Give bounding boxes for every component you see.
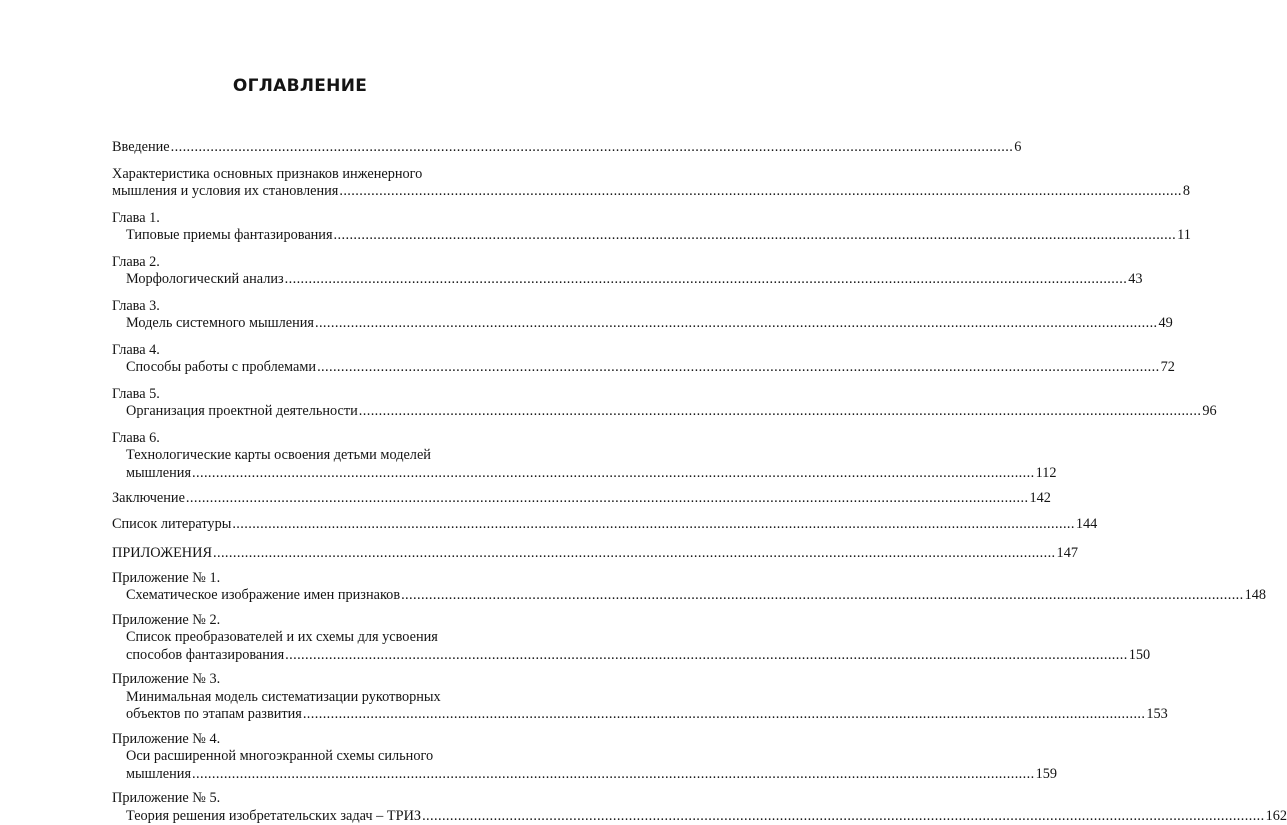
toc-entry-label: Глава 4. — [112, 342, 486, 360]
toc-page-number: 112 — [1036, 465, 1057, 483]
toc-entry-title: Способы работы с проблемами — [126, 359, 316, 377]
toc-entry-label: Глава 2. — [112, 254, 486, 272]
toc-entry-line-last — [112, 403, 486, 421]
toc-entry[interactable] — [112, 545, 486, 563]
toc-entry[interactable] — [112, 298, 486, 333]
toc-entry-title: Заключение — [112, 490, 185, 508]
toc-page-number: 49 — [1159, 315, 1173, 333]
toc-entry-title: Морфологический анализ — [126, 271, 284, 289]
toc-entry-line — [112, 748, 486, 766]
toc-entry-line — [112, 166, 486, 184]
table-of-contents — [112, 131, 486, 825]
toc-entry[interactable] — [112, 790, 486, 825]
dot-leader — [315, 315, 1158, 333]
toc-entry-line-last — [112, 706, 486, 724]
toc-entry[interactable] — [112, 671, 486, 724]
dot-leader — [422, 808, 1265, 825]
toc-page-number: 148 — [1245, 587, 1266, 605]
toc-entry-title: Организация проектной деятельности — [126, 403, 358, 421]
toc-entry[interactable] — [112, 490, 486, 508]
toc-page-number: 43 — [1128, 271, 1142, 289]
toc-entry-line — [112, 447, 486, 465]
toc-entry-line-last — [112, 545, 486, 563]
toc-entry-title: способов фантазирования — [126, 647, 284, 665]
page-title: ОГЛАВЛЕНИЕ — [0, 76, 600, 96]
dot-leader — [303, 706, 1146, 724]
toc-page-number: 6 — [1014, 139, 1021, 157]
toc-entry-title: ПРИЛОЖЕНИЯ — [112, 545, 212, 563]
toc-entry-label: Приложение № 3. — [112, 671, 486, 689]
toc-entry-line-last — [112, 808, 486, 825]
toc-page-number: 162 — [1266, 808, 1287, 825]
toc-entry-line-last — [112, 227, 486, 245]
toc-entry[interactable] — [112, 570, 486, 605]
toc-entry-line-last — [112, 139, 486, 157]
toc-entry-title: Минимальная модель систематизации рукотворных — [126, 689, 441, 707]
toc-entry[interactable] — [112, 731, 486, 784]
toc-entry[interactable] — [112, 516, 486, 534]
toc-entry-title: Список преобразователей и их схемы для усвоения — [126, 629, 438, 647]
toc-page-number: 142 — [1029, 490, 1050, 508]
toc-entry-title: Теория решения изобретательских задач – ТРИЗ — [126, 808, 421, 825]
toc-entry-title: Введение — [112, 139, 170, 157]
toc-entry-line-last — [112, 587, 486, 605]
toc-page-number: 11 — [1177, 227, 1191, 245]
dot-leader — [186, 490, 1029, 508]
toc-entry-label: Приложение № 2. — [112, 612, 486, 630]
toc-entry-title: Типовые приемы фантазирования — [126, 227, 333, 245]
toc-entry-title: Модель системного мышления — [126, 315, 314, 333]
dot-leader — [285, 271, 1128, 289]
toc-entry-title: мышления — [126, 766, 191, 784]
toc-entry-label: Глава 1. — [112, 210, 486, 228]
toc-entry-label: Глава 3. — [112, 298, 486, 316]
toc-entry-line-last — [112, 183, 486, 201]
toc-entry-title: объектов по этапам развития — [126, 706, 302, 724]
toc-entry-line-last — [112, 315, 486, 333]
dot-leader — [232, 516, 1075, 534]
toc-page-number: 72 — [1161, 359, 1175, 377]
toc-entry-label: Приложение № 1. — [112, 570, 486, 588]
dot-leader — [339, 183, 1182, 201]
toc-page-number: 147 — [1057, 545, 1078, 563]
toc-entry-title: Оси расширенной многоэкранной схемы сильного — [126, 748, 433, 766]
toc-page-number: 153 — [1146, 706, 1167, 724]
dot-leader — [401, 587, 1244, 605]
toc-page-number: 144 — [1076, 516, 1097, 534]
book-page — [0, 0, 600, 750]
dot-leader — [285, 647, 1128, 665]
toc-entry-title: Схематическое изображение имен признаков — [126, 587, 400, 605]
dot-leader — [192, 465, 1035, 483]
toc-entry[interactable] — [112, 386, 486, 421]
dot-leader — [171, 139, 1014, 157]
toc-entry-label: Глава 6. — [112, 430, 486, 448]
dot-leader — [317, 359, 1160, 377]
toc-page-number: 96 — [1202, 403, 1216, 421]
toc-page-number: 8 — [1183, 183, 1190, 201]
toc-entry-label: Приложение № 4. — [112, 731, 486, 749]
toc-entry-title: Список литературы — [112, 516, 231, 534]
dot-leader — [213, 545, 1056, 563]
toc-entry[interactable] — [112, 166, 486, 201]
toc-entry-line-last — [112, 490, 486, 508]
toc-entry[interactable] — [112, 342, 486, 377]
toc-entry-line — [112, 629, 486, 647]
toc-entry-line — [112, 689, 486, 707]
toc-entry-title: Характеристика основных признаков инженерного — [112, 166, 422, 184]
toc-entry[interactable] — [112, 430, 486, 483]
toc-entry-line-last — [112, 647, 486, 665]
toc-entry-title: мышления и условия их становления — [112, 183, 338, 201]
toc-entry-title: мышления — [126, 465, 191, 483]
toc-entry-line-last — [112, 465, 486, 483]
toc-entry-line-last — [112, 271, 486, 289]
toc-page-number: 159 — [1036, 766, 1057, 784]
toc-entry-line-last — [112, 516, 486, 534]
toc-entry-line-last — [112, 766, 486, 784]
toc-entry-line-last — [112, 359, 486, 377]
toc-entry[interactable] — [112, 139, 486, 157]
toc-entry-label: Приложение № 5. — [112, 790, 486, 808]
toc-entry-label: Глава 5. — [112, 386, 486, 404]
toc-entry[interactable] — [112, 612, 486, 665]
toc-page-number: 150 — [1129, 647, 1150, 665]
dot-leader — [192, 766, 1035, 784]
dot-leader — [334, 227, 1177, 245]
toc-entry-title: Технологические карты освоения детьми моделей — [126, 447, 431, 465]
dot-leader — [359, 403, 1202, 421]
toc-entry[interactable] — [112, 254, 486, 289]
toc-entry[interactable] — [112, 210, 486, 245]
